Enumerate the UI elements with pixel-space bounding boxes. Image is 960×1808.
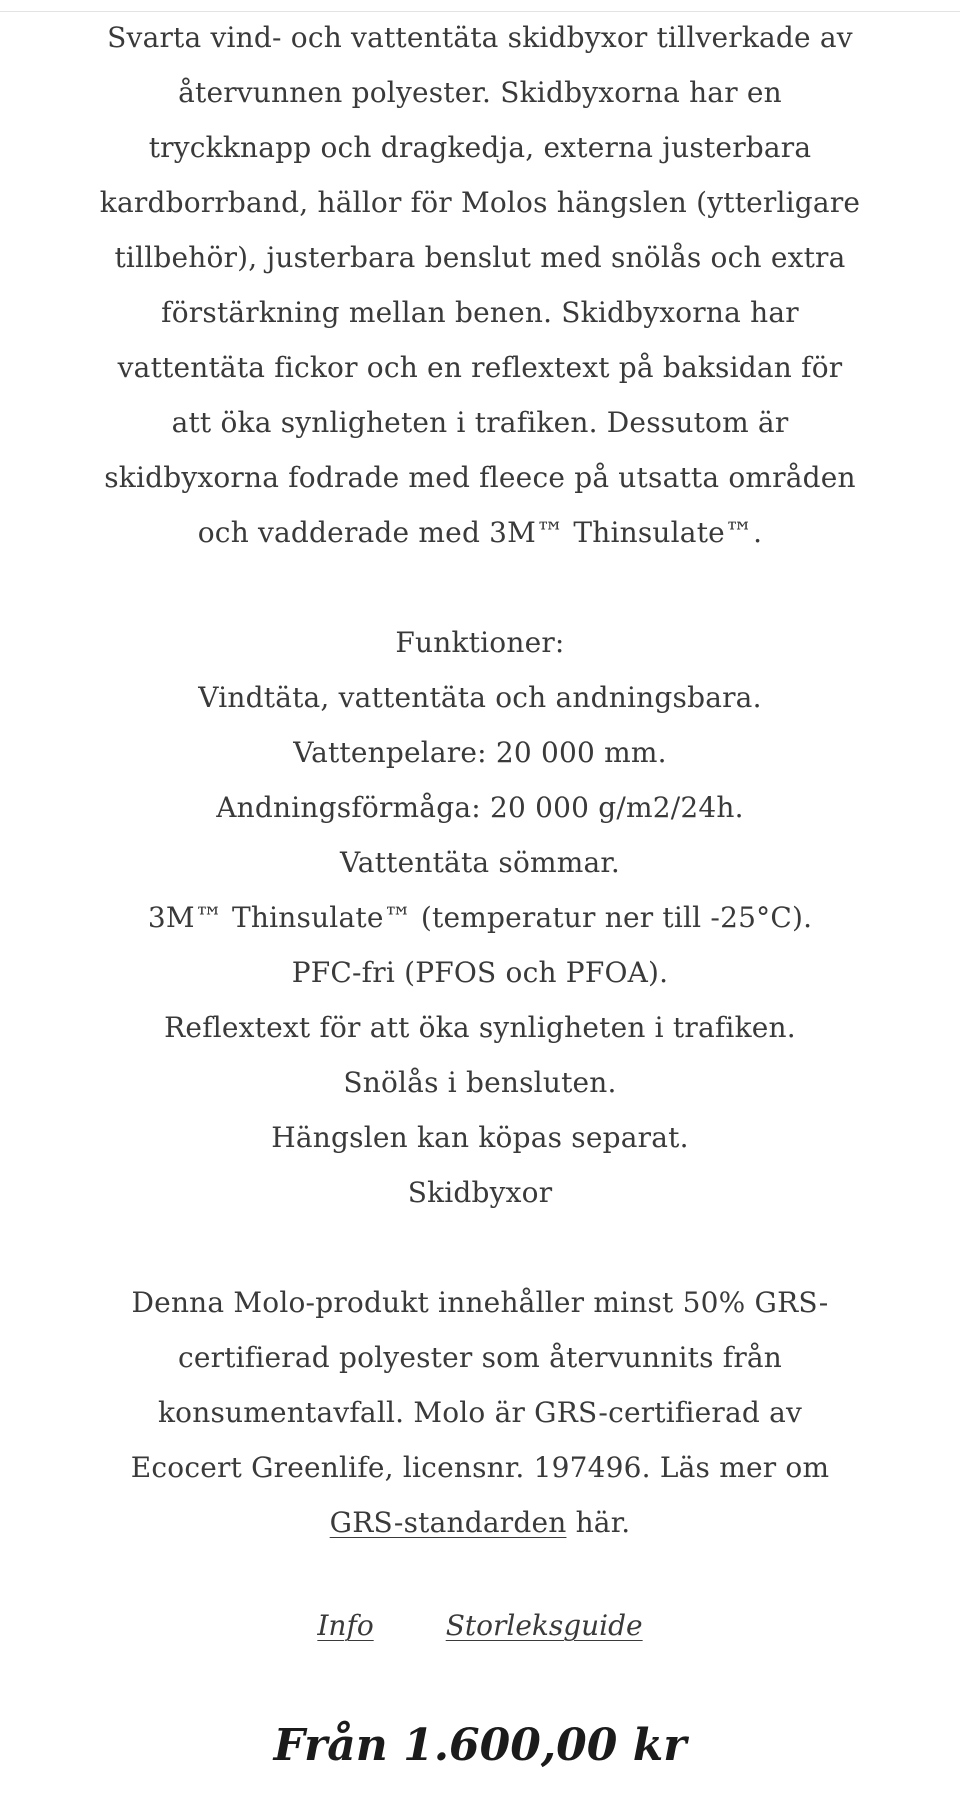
- product-description: [80, 10, 880, 1550]
- tab-info[interactable]: Info: [317, 1609, 374, 1642]
- certification-line: certifierad polyester som återvunnits från: [177, 1341, 783, 1374]
- description-line: skidbyxorna fodrade med fleece på utsatta områden: [104, 461, 856, 494]
- certification-last-line: [80, 1495, 880, 1550]
- certification-line: Denna Molo-produkt innehåller minst 50% GRS-: [131, 1286, 829, 1319]
- feature-item: Hängslen kan köpas separat.: [271, 1121, 689, 1154]
- product-price: Från 1.600,00 kr: [273, 1720, 687, 1771]
- feature-item: 3M™ Thinsulate™ (temperatur ner till -25°C).: [147, 901, 813, 934]
- description-line: Svarta vind- och vattentäta skidbyxor tillverkade av: [107, 21, 853, 54]
- feature-item: Snölås i bensluten.: [343, 1066, 617, 1099]
- feature-item: PFC-fri (PFOS och PFOA).: [291, 956, 669, 989]
- feature-item: Vattenpelare: 20 000 mm.: [293, 736, 667, 769]
- spacer: [80, 1220, 880, 1275]
- grs-standard-link[interactable]: GRS-standarden: [329, 1506, 567, 1539]
- spacer: [80, 560, 880, 615]
- features-list: [80, 615, 880, 1220]
- description-line: att öka synligheten i trafiken. Dessutom är: [171, 406, 789, 439]
- certification-line: Ecocert Greenlife, licensnr. 197496. Läs mer om: [130, 1451, 830, 1484]
- description-line: återvunnen polyester. Skidbyxorna har en: [178, 76, 782, 109]
- description-paragraph: [80, 10, 880, 560]
- features-heading: Funktioner:: [395, 626, 565, 659]
- feature-item: Andningsförmåga: 20 000 g/m2/24h.: [216, 791, 744, 824]
- description-line: vattentäta fickor och en reflextext på baksidan för: [117, 351, 843, 384]
- feature-item: Vindtäta, vattentäta och andningsbara.: [198, 681, 762, 714]
- description-line: tillbehör), justerbara benslut med snölås och extra: [114, 241, 846, 274]
- feature-item: Reflextext för att öka synligheten i trafiken.: [164, 1011, 796, 1044]
- description-line: kardborrband, hällor för Molos hängslen (ytterligare: [99, 186, 861, 219]
- certification-line: konsumentavfall. Molo är GRS-certifierad av: [157, 1396, 803, 1429]
- feature-item: Skidbyxor: [407, 1176, 553, 1209]
- description-line: tryckknapp och dragkedja, externa justerbara: [148, 131, 812, 164]
- description-line: och vadderade med 3M™ Thinsulate™.: [197, 516, 763, 549]
- description-line: förstärkning mellan benen. Skidbyxorna har: [161, 296, 799, 329]
- certification-paragraph: [80, 1275, 880, 1550]
- feature-item: Vattentäta sömmar.: [339, 846, 621, 879]
- tab-size-guide[interactable]: Storleksguide: [445, 1609, 643, 1642]
- product-tabs: [0, 1598, 960, 1653]
- certification-suffix: här.: [566, 1506, 631, 1539]
